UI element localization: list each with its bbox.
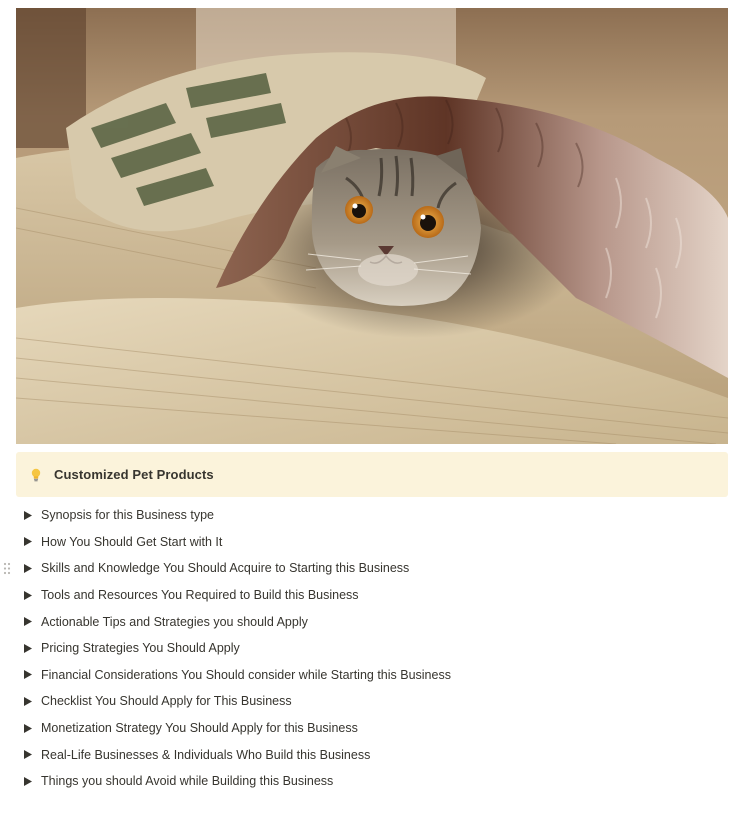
callout-block (16, 452, 728, 497)
triangle-right-icon[interactable] (24, 724, 32, 733)
toggle-label: Checklist You Should Apply for This Business (41, 694, 292, 709)
toggle-item-financial[interactable] (16, 662, 728, 689)
toggle-label: Pricing Strategies You Should Apply (41, 641, 240, 656)
triangle-right-icon[interactable] (24, 750, 32, 759)
triangle-right-icon[interactable] (24, 564, 32, 573)
toggle-label: Things you should Avoid while Building this Business (41, 774, 334, 789)
triangle-right-icon[interactable] (24, 591, 32, 600)
toggle-item-get-started[interactable] (16, 529, 728, 556)
toggle-item-avoid[interactable] (16, 768, 728, 795)
toggle-label: Actionable Tips and Strategies you should Apply (41, 614, 308, 629)
toggle-label: Financial Considerations You Should consider while Starting this Business (41, 667, 451, 682)
toggle-item-synopsis[interactable] (16, 502, 728, 529)
triangle-right-icon[interactable] (24, 670, 32, 679)
toggle-label: Real-Life Businesses & Individuals Who Build this Business (41, 747, 371, 762)
toggle-label: Monetization Strategy You Should Apply for this Business (41, 721, 358, 736)
toggle-item-skills[interactable] (16, 555, 728, 582)
toggle-item-pricing[interactable] (16, 635, 728, 662)
callout-title: Customized Pet Products (54, 467, 214, 482)
toggle-item-tips[interactable] (16, 608, 728, 635)
toggle-label: Tools and Resources You Required to Build this Business (41, 588, 359, 603)
toggle-label: Synopsis for this Business type (41, 508, 214, 523)
toggle-item-monetization[interactable] (16, 715, 728, 742)
triangle-right-icon[interactable] (24, 537, 32, 546)
triangle-right-icon[interactable] (24, 511, 32, 520)
drag-handle-icon[interactable] (3, 562, 11, 575)
toggle-label: How You Should Get Start with It (41, 534, 223, 549)
toggle-item-checklist[interactable] (16, 688, 728, 715)
lightbulb-icon (30, 468, 42, 482)
triangle-right-icon[interactable] (24, 777, 32, 786)
toggle-item-tools[interactable] (16, 582, 728, 609)
toggle-item-real-life[interactable] (16, 741, 728, 768)
triangle-right-icon[interactable] (24, 644, 32, 653)
cat-photo (16, 8, 728, 444)
triangle-right-icon[interactable] (24, 617, 32, 626)
triangle-right-icon[interactable] (24, 697, 32, 706)
toggle-label: Skills and Knowledge You Should Acquire to Starting this Business (41, 561, 410, 576)
cover-image (16, 8, 728, 444)
toggle-list (16, 502, 728, 795)
